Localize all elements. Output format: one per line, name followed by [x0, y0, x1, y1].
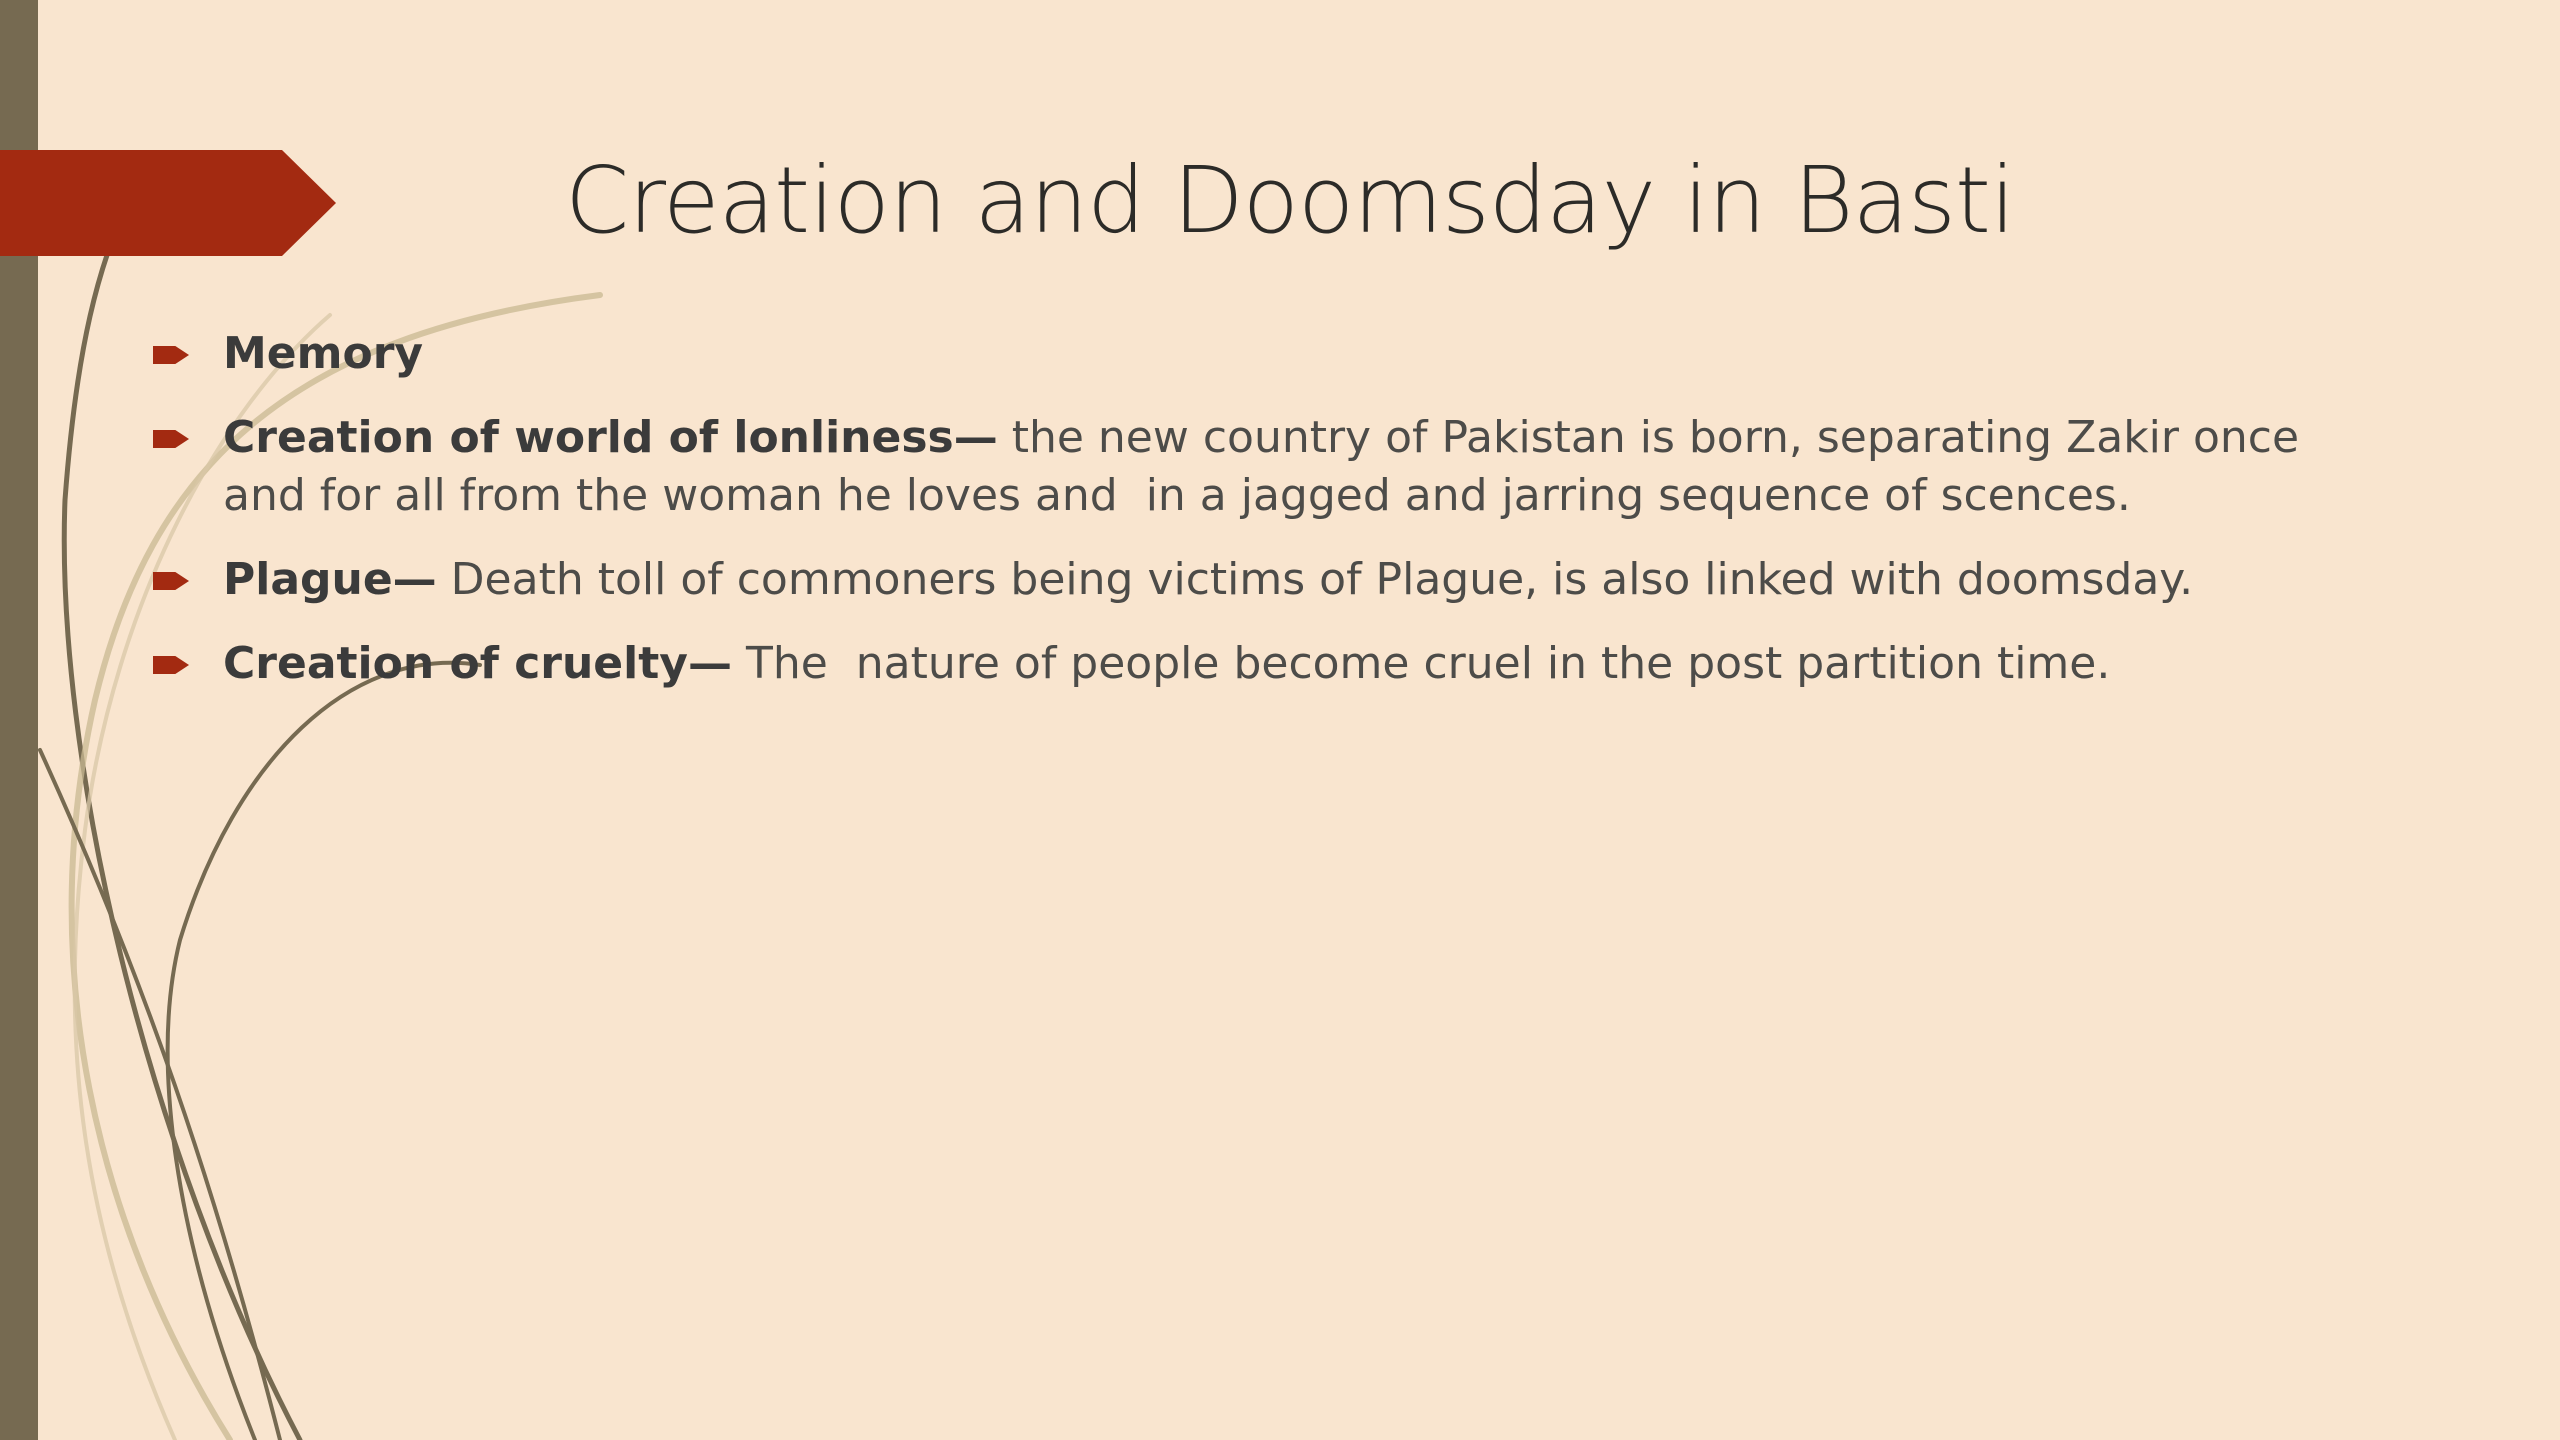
arrow-bullet-icon [153, 430, 189, 448]
bullet-item-creation-of-world [150, 409, 2380, 525]
bullet-text: The nature of people become cruel in the post partition time. [731, 638, 2111, 689]
arrow-bullet-icon [153, 572, 189, 590]
bullet-item-creation-of-cruelty [150, 635, 2380, 693]
bullet-text: Death toll of commoners being victims of Plague, is also linked with doomsday. [436, 554, 2194, 605]
bullet-heading: Creation of cruelty— [223, 638, 732, 689]
bullet-item-plague [150, 551, 2380, 609]
title-arrow-accent [0, 150, 336, 256]
arrow-bullet-icon [153, 656, 189, 674]
slide-title: Creation and Doomsday in Basti [565, 147, 2015, 254]
bullet-list [150, 325, 2380, 719]
decorative-curve-lower [40, 750, 280, 1440]
decorative-curve-medium [168, 663, 480, 1440]
bullet-text: the new country of Pakistan is born, separating Zakir once and for all from the woman he loves and in a jagged and jarring sequence of scences. [223, 412, 2314, 521]
bullet-item-memory [150, 325, 2380, 383]
bullet-heading: Plague— [223, 554, 437, 605]
bullet-heading: Memory [223, 328, 424, 379]
arrow-bullet-icon [153, 346, 189, 364]
bullet-heading: Creation of world of lonliness— [223, 412, 998, 463]
